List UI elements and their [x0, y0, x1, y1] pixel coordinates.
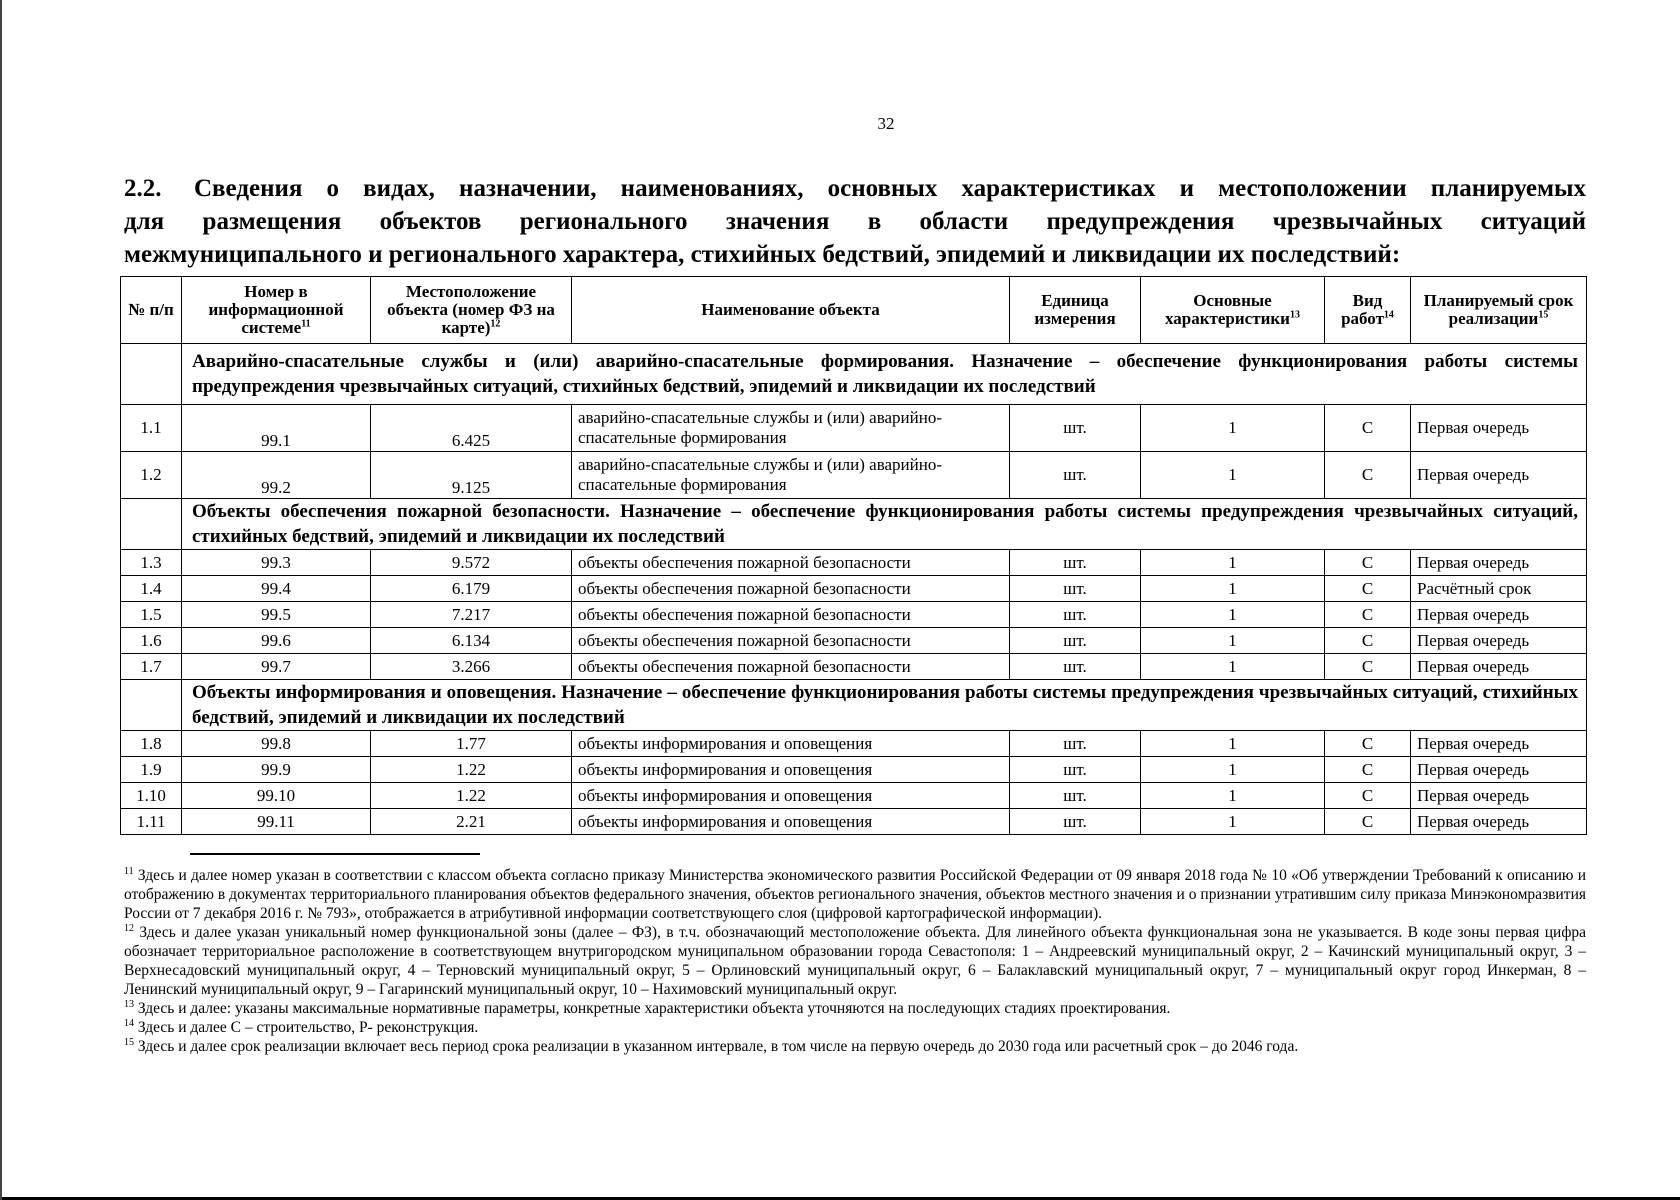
- table-row: [121, 628, 1587, 654]
- cell-term: Первая очередь: [1411, 731, 1587, 757]
- cell-number: 1.9: [121, 757, 182, 783]
- cell-work-type: С: [1325, 731, 1411, 757]
- section-blank-cell: [121, 499, 182, 550]
- cell-number: 1.7: [121, 654, 182, 680]
- cell-characteristics: 1: [1141, 452, 1325, 499]
- cell-location: 7.217: [371, 602, 572, 628]
- footnote: [124, 999, 1586, 1018]
- cell-work-type: С: [1325, 602, 1411, 628]
- table-row: [121, 654, 1587, 680]
- section-row: [121, 680, 1587, 731]
- cell-unit: шт.: [1010, 757, 1141, 783]
- cell-characteristics: 1: [1141, 602, 1325, 628]
- table-header-row: [121, 277, 1587, 344]
- footnote-text: Здесь и далее С – строительство, Р- реконструкция.: [134, 1019, 479, 1036]
- table-row: [121, 405, 1587, 452]
- header-unit: Единица измерения: [1010, 277, 1141, 344]
- cell-work-type: С: [1325, 783, 1411, 809]
- cell-location: 3.266: [371, 654, 572, 680]
- cell-term: Первая очередь: [1411, 452, 1587, 499]
- cell-term: Первая очередь: [1411, 783, 1587, 809]
- cell-characteristics: 1: [1141, 731, 1325, 757]
- cell-unit: шт.: [1010, 550, 1141, 576]
- cell-unit: шт.: [1010, 654, 1141, 680]
- cell-term: Первая очередь: [1411, 550, 1587, 576]
- cell-number: 1.3: [121, 550, 182, 576]
- section-blank-cell: [121, 344, 182, 405]
- cell-characteristics: 1: [1141, 757, 1325, 783]
- cell-characteristics: 1: [1141, 809, 1325, 835]
- header-object-name: Наименование объекта: [572, 277, 1010, 344]
- footnote: [124, 1018, 1586, 1037]
- section-row: [121, 499, 1587, 550]
- header-system-number: Номер в информационной системе$^{11}$: [182, 277, 371, 344]
- header-characteristics: Основные характеристики$^{13}$: [1141, 277, 1325, 344]
- cell-unit: шт.: [1010, 783, 1141, 809]
- footnote-mark: 12: [124, 922, 134, 934]
- cell-unit: шт.: [1010, 731, 1141, 757]
- cell-system-number: 99.7: [182, 654, 371, 680]
- cell-work-type: С: [1325, 809, 1411, 835]
- cell-object-name: аварийно-спасательные службы и (или) аварийно-спасательные формирования: [572, 405, 1010, 452]
- footnote: [124, 923, 1586, 999]
- table-row: [121, 452, 1587, 499]
- cell-system-number: 99.2: [182, 452, 371, 499]
- table-row: [121, 602, 1587, 628]
- heading-line-1: Сведения о видах, назначении, наименованиях, основных характеристиках и местоположении планируемых: [194, 175, 1586, 202]
- cell-object-name: объекты информирования и оповещения: [572, 809, 1010, 835]
- cell-system-number: 99.8: [182, 731, 371, 757]
- cell-location: 6.134: [371, 628, 572, 654]
- cell-system-number: 99.10: [182, 783, 371, 809]
- section-title: Аварийно-спасательные службы и (или) аварийно-спасательные формирования. Назначение – обеспечение функционирования работы системы предупреждения чрезвычайных ситуаций, стихийных бедствий, эпидемий и ликвидации их последствий: [182, 344, 1587, 405]
- footnote-separator: [190, 853, 480, 855]
- section-heading: [124, 172, 1586, 271]
- cell-work-type: С: [1325, 576, 1411, 602]
- cell-location: 6.425: [371, 405, 572, 452]
- cell-work-type: С: [1325, 654, 1411, 680]
- cell-unit: шт.: [1010, 405, 1141, 452]
- table-row: [121, 731, 1587, 757]
- footnote: [124, 1037, 1586, 1056]
- cell-object-name: объекты обеспечения пожарной безопасности: [572, 628, 1010, 654]
- section-title: Объекты обеспечения пожарной безопасности. Назначение – обеспечение функционирования работы системы предупреждения чрезвычайных ситуаций, стихийных бедствий, эпидемий и ликвидации их последствий: [182, 499, 1587, 550]
- footnote-mark: 15: [124, 1036, 134, 1048]
- table-row: [121, 809, 1587, 835]
- cell-work-type: С: [1325, 628, 1411, 654]
- heading-line-3: межмуниципального и регионального характера, стихийных бедствий, эпидемий и ликвидации их последствий:: [124, 241, 1401, 268]
- scan-frame-left: [0, 0, 2, 1200]
- cell-work-type: С: [1325, 405, 1411, 452]
- cell-characteristics: 1: [1141, 576, 1325, 602]
- cell-unit: шт.: [1010, 576, 1141, 602]
- footnote-text: Здесь и далее срок реализации включает весь период срока реализации в указанном интервале, в том числе на первую очередь до 2030 года или расчетный срок – до 2046 года.: [134, 1038, 1299, 1055]
- cell-term: Первая очередь: [1411, 628, 1587, 654]
- table-row: [121, 783, 1587, 809]
- cell-location: 2.21: [371, 809, 572, 835]
- header-term: Планируемый срок реализации$^{15}$: [1411, 277, 1587, 344]
- cell-system-number: 99.5: [182, 602, 371, 628]
- cell-characteristics: 1: [1141, 654, 1325, 680]
- cell-system-number: 99.3: [182, 550, 371, 576]
- cell-term: Первая очередь: [1411, 602, 1587, 628]
- table-row: [121, 757, 1587, 783]
- page-number: 32: [877, 114, 895, 133]
- cell-location: 1.22: [371, 783, 572, 809]
- cell-system-number: 99.11: [182, 809, 371, 835]
- footnote-mark: 14: [124, 1017, 134, 1029]
- cell-number: 1.10: [121, 783, 182, 809]
- cell-object-name: объекты информирования и оповещения: [572, 757, 1010, 783]
- cell-term: Первая очередь: [1411, 405, 1587, 452]
- section-blank-cell: [121, 680, 182, 731]
- cell-location: 6.179: [371, 576, 572, 602]
- cell-number: 1.6: [121, 628, 182, 654]
- cell-object-name: объекты информирования и оповещения: [572, 783, 1010, 809]
- cell-unit: шт.: [1010, 602, 1141, 628]
- cell-term: Первая очередь: [1411, 757, 1587, 783]
- cell-object-name: объекты информирования и оповещения: [572, 731, 1010, 757]
- heading-number: 2.2.: [124, 175, 162, 202]
- cell-system-number: 99.9: [182, 757, 371, 783]
- cell-object-name: объекты обеспечения пожарной безопасности: [572, 550, 1010, 576]
- header-work-type: Вид работ$^{14}$: [1325, 277, 1411, 344]
- cell-unit: шт.: [1010, 452, 1141, 499]
- cell-characteristics: 1: [1141, 550, 1325, 576]
- cell-number: 1.1: [121, 405, 182, 452]
- cell-term: Расчётный срок: [1411, 576, 1587, 602]
- cell-system-number: 99.6: [182, 628, 371, 654]
- cell-number: 1.8: [121, 731, 182, 757]
- header-location: Местоположение объекта (номер ФЗ на карте)$^{12}$: [371, 277, 572, 344]
- cell-object-name: объекты обеспечения пожарной безопасности: [572, 576, 1010, 602]
- cell-term: Первая очередь: [1411, 654, 1587, 680]
- footnote-text: Здесь и далее номер указан в соответствии с классом объекта согласно приказу Министерства экономического развития Российской Федерации от 09 января 2018 года № 10 «Об утверждении Требований к описанию и отображению в документах территориального планирования объектов федерального значения, объектов регионального значения, объектов местного значения и о признании утратившим силу приказа Минэкономразвития России от 7 декабря 2016 г. № 793», отображается в атрибутивной информации соответствующего слоя (цифровой картографической информации).: [124, 867, 1586, 922]
- cell-number: 1.11: [121, 809, 182, 835]
- cell-characteristics: 1: [1141, 628, 1325, 654]
- cell-object-name: аварийно-спасательные службы и (или) аварийно-спасательные формирования: [572, 452, 1010, 499]
- table-row: [121, 550, 1587, 576]
- cell-term: Первая очередь: [1411, 809, 1587, 835]
- cell-unit: шт.: [1010, 628, 1141, 654]
- cell-work-type: С: [1325, 452, 1411, 499]
- cell-characteristics: 1: [1141, 405, 1325, 452]
- cell-location: 1.22: [371, 757, 572, 783]
- table-row: [121, 576, 1587, 602]
- cell-location: 9.125: [371, 452, 572, 499]
- cell-unit: шт.: [1010, 809, 1141, 835]
- cell-number: 1.4: [121, 576, 182, 602]
- section-row: [121, 344, 1587, 405]
- objects-table: [120, 276, 1587, 835]
- footnote-mark: 11: [124, 865, 134, 877]
- cell-location: 9.572: [371, 550, 572, 576]
- cell-number: 1.5: [121, 602, 182, 628]
- heading-line-2: для размещения объектов регионального значения в области предупреждения чрезвычайных ситуаций: [124, 208, 1586, 235]
- footnote-mark: 13: [124, 998, 134, 1010]
- footnote-text: Здесь и далее: указаны максимальные нормативные параметры, конкретные характеристики объекта уточняются на последующих стадиях проектирования.: [134, 1000, 1171, 1017]
- cell-location: 1.77: [371, 731, 572, 757]
- header-number: № п/п: [121, 277, 182, 344]
- cell-number: 1.2: [121, 452, 182, 499]
- cell-characteristics: 1: [1141, 783, 1325, 809]
- footnotes: [124, 866, 1586, 1056]
- cell-system-number: 99.4: [182, 576, 371, 602]
- cell-work-type: С: [1325, 550, 1411, 576]
- footnote-text: Здесь и далее указан уникальный номер функциональной зоны (далее – ФЗ), в т.ч. обозначающий местоположение объекта. Для линейного объекта функциональная зона не указывается. В коде зоны первая цифра обозначает территориальное расположение в соответствующем внутригородском муниципальном образовании города Севастополя: 1 – Андреевский муниципальный округ, 2 – Качинский муниципальный округ, 3 – Верхнесадовский муниципальный округ, 4 – Терновский муниципальный округ, 5 – Орлиновский муниципальный округ, 6 – Балаклавский муниципальный округ, 7 – муниципальный округ город Инкерман, 8 – Ленинский муниципальный округ, 9 – Гагаринский муниципальный округ, 10 – Нахимовский муниципальный округ.: [124, 924, 1586, 998]
- cell-work-type: С: [1325, 757, 1411, 783]
- cell-object-name: объекты обеспечения пожарной безопасности: [572, 602, 1010, 628]
- section-title: Объекты информирования и оповещения. Назначение – обеспечение функционирования работы системы предупреждения чрезвычайных ситуаций, стихийных бедствий, эпидемий и ликвидации их последствий: [182, 680, 1587, 731]
- cell-object-name: объекты обеспечения пожарной безопасности: [572, 654, 1010, 680]
- cell-system-number: 99.1: [182, 405, 371, 452]
- footnote: [124, 866, 1586, 923]
